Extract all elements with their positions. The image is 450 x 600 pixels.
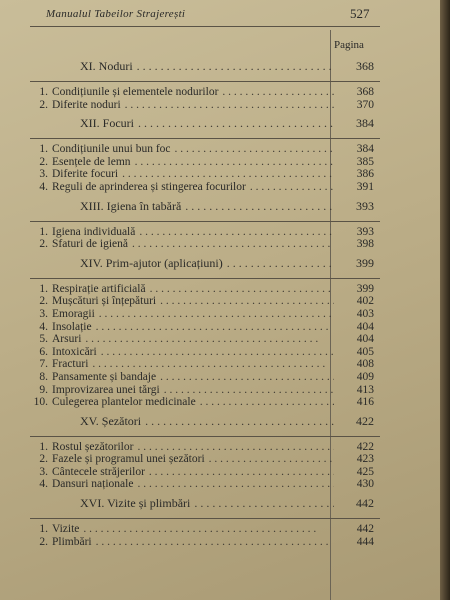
dot-leader <box>145 466 334 479</box>
toc-section <box>30 414 380 491</box>
section-page: 384 <box>356 116 374 131</box>
entry-title: Fazele și programul unei șezători <box>52 453 205 466</box>
entry-page: 444 <box>356 535 374 548</box>
toc-entry <box>30 156 380 169</box>
entry-page: 409 <box>356 370 374 383</box>
entry-number: 1. <box>39 440 48 453</box>
section-heading <box>30 199 380 219</box>
dot-leader <box>205 453 334 466</box>
entry-title: Diferite focuri <box>52 168 119 181</box>
entry-number: 4. <box>39 180 48 193</box>
toc-section <box>30 59 380 111</box>
section-heading <box>30 116 380 136</box>
toc-section <box>30 116 380 193</box>
section-rule <box>30 518 380 519</box>
section-page: 399 <box>356 255 374 270</box>
toc-entry <box>30 466 380 479</box>
section-title: XII. Focuri <box>80 116 134 131</box>
entry-title: Intoxicări <box>52 345 97 358</box>
toc-entry <box>30 536 380 549</box>
entry-page: 385 <box>356 155 374 168</box>
entry-page: 404 <box>356 333 374 346</box>
toc-entry <box>30 226 380 239</box>
entry-title: Fracturi <box>52 358 89 371</box>
entry-title: Reguli de aprinderea și stingerea focurilor <box>52 180 246 193</box>
dot-leader <box>171 143 334 156</box>
entry-number: 3. <box>39 307 48 320</box>
toc-entry <box>30 384 380 397</box>
entry-page: 405 <box>356 345 374 358</box>
page-edge-shadow <box>440 0 450 600</box>
page-number: 527 <box>350 6 370 21</box>
entry-title: Arsuri <box>52 333 82 346</box>
dot-leader <box>121 99 334 112</box>
entry-page: 416 <box>356 396 374 409</box>
toc-entry <box>30 308 380 321</box>
entry-title: Diferite noduri <box>52 98 121 111</box>
dot-leader <box>141 414 334 429</box>
toc-entry <box>30 453 380 466</box>
toc-entry <box>30 86 380 99</box>
header-rule <box>30 26 380 27</box>
dot-leader <box>88 358 334 371</box>
section-title: XVI. Vizite și plimbări <box>80 496 191 511</box>
entry-number: 4. <box>39 478 48 491</box>
dot-leader <box>135 226 334 239</box>
entry-page: 423 <box>356 453 374 466</box>
section-rule <box>30 436 380 437</box>
toc-entry <box>30 478 380 491</box>
entry-page: 393 <box>356 225 374 238</box>
entry-number: 2. <box>39 453 48 466</box>
entry-title: Vizite <box>52 523 80 536</box>
dot-leader <box>146 283 334 296</box>
toc-section <box>30 496 380 548</box>
entry-number: 6. <box>39 345 48 358</box>
dot-leader <box>79 523 334 536</box>
entry-number: 2. <box>39 155 48 168</box>
entry-page: 368 <box>356 86 374 98</box>
section-heading <box>30 414 380 434</box>
toc-section <box>30 256 380 409</box>
section-heading <box>30 59 380 79</box>
entry-number: 3. <box>39 465 48 478</box>
entry-number: 1. <box>39 282 48 295</box>
entry-number: 9. <box>39 383 48 396</box>
table-of-contents <box>30 54 380 548</box>
dot-leader <box>181 199 334 214</box>
entry-number: 2. <box>39 238 48 251</box>
entry-title: Condițiunile unui bun foc <box>52 143 171 156</box>
entry-number: 7. <box>39 358 48 371</box>
dot-leader <box>81 333 334 346</box>
toc-entry <box>30 346 380 359</box>
entry-number: 4. <box>39 320 48 333</box>
section-page: 393 <box>356 198 374 213</box>
entry-title: Sfaturi de igienă <box>52 238 129 251</box>
entry-page: 402 <box>356 295 374 308</box>
entry-page: 403 <box>356 307 374 320</box>
dot-leader <box>131 156 334 169</box>
dot-leader <box>223 256 334 271</box>
dot-leader <box>95 308 334 321</box>
dot-leader <box>246 181 334 194</box>
entry-title: Emoragii <box>52 307 95 320</box>
entry-page: 404 <box>356 320 374 333</box>
entry-page: 442 <box>356 523 374 536</box>
entry-number: 10. <box>33 396 48 409</box>
running-head: Manualul Tabeilor Strajerești <box>46 8 186 20</box>
section-title: XV. Șezători <box>80 413 142 428</box>
toc-entry <box>30 143 380 156</box>
entry-page: 391 <box>356 180 374 193</box>
dot-leader <box>156 371 334 384</box>
dot-leader <box>133 441 334 454</box>
entry-page: 384 <box>356 143 374 156</box>
section-page: 442 <box>356 496 374 511</box>
entry-page: 386 <box>356 168 374 181</box>
section-title: XIII. Igiena în tabără <box>80 198 182 213</box>
entry-page: 399 <box>356 282 374 295</box>
page-column-label: Pagina <box>334 39 364 51</box>
toc-entry <box>30 181 380 194</box>
entry-number: 2. <box>39 535 48 548</box>
section-rule <box>30 278 380 279</box>
toc-entry <box>30 99 380 112</box>
toc-entry <box>30 168 380 181</box>
dot-leader <box>190 496 334 511</box>
toc-entry <box>30 371 380 384</box>
entry-title: Dansuri naționale <box>52 478 134 491</box>
entry-number: 8. <box>39 370 48 383</box>
toc-entry <box>30 441 380 454</box>
entry-title: Mușcături și înțepături <box>52 295 157 308</box>
section-heading <box>30 256 380 276</box>
entry-number: 3. <box>39 168 48 181</box>
dot-leader <box>160 384 334 397</box>
entry-title: Igiena individuală <box>52 225 136 238</box>
entry-page: 425 <box>356 465 374 478</box>
entry-number: 1. <box>39 143 48 156</box>
section-rule <box>30 221 380 222</box>
entry-title: Cântecele străjerilor <box>52 465 145 478</box>
toc-entry <box>30 358 380 371</box>
entry-title: Esențele de lemn <box>52 155 131 168</box>
entry-title: Improvizarea unei tărgi <box>52 383 160 396</box>
dot-leader <box>133 478 334 491</box>
section-heading <box>30 496 380 516</box>
dot-leader <box>133 59 334 74</box>
section-page: 422 <box>356 413 374 428</box>
entry-page: 413 <box>356 383 374 396</box>
dot-leader <box>118 168 334 181</box>
entry-number: 2. <box>39 295 48 308</box>
dot-leader <box>97 346 334 359</box>
section-title: XIV. Prim-ajutor (aplicațiuni) <box>80 255 223 270</box>
toc-entry <box>30 283 380 296</box>
entry-page: 398 <box>356 238 374 251</box>
entry-page: 408 <box>356 358 374 371</box>
toc-entry <box>30 333 380 346</box>
entry-number: 5. <box>39 333 48 346</box>
toc-entry <box>30 396 380 409</box>
dot-leader <box>196 396 334 409</box>
entry-page: 422 <box>356 440 374 453</box>
entry-title: Respirație artificială <box>52 282 146 295</box>
section-page: 368 <box>356 59 374 73</box>
entry-page: 370 <box>356 98 374 111</box>
section-title: XI. Noduri <box>80 59 133 73</box>
dot-leader <box>92 536 334 549</box>
dot-leader <box>134 116 334 131</box>
toc-entry <box>30 321 380 334</box>
entry-number: 1. <box>39 523 48 536</box>
entry-title: Insolație <box>52 320 92 333</box>
dot-leader <box>156 295 334 308</box>
section-rule <box>30 81 380 82</box>
entry-title: Plimbări <box>52 535 92 548</box>
entry-title: Rostul șezătorilor <box>52 440 134 453</box>
toc-entry <box>30 523 380 536</box>
dot-leader <box>92 321 334 334</box>
entry-title: Pansamente și bandaje <box>52 370 157 383</box>
entry-number: 1. <box>39 225 48 238</box>
toc-section <box>30 199 380 251</box>
dot-leader <box>128 238 334 251</box>
dot-leader <box>218 86 334 99</box>
entry-number: 1. <box>39 86 48 98</box>
section-rule <box>30 138 380 139</box>
entry-page: 430 <box>356 478 374 491</box>
toc-entry <box>30 238 380 251</box>
toc-entry <box>30 295 380 308</box>
entry-title: Culegerea plantelor medicinale <box>52 396 196 409</box>
entry-title: Condițiunile și elementele nodurilor <box>52 86 219 98</box>
entry-number: 2. <box>39 98 48 111</box>
